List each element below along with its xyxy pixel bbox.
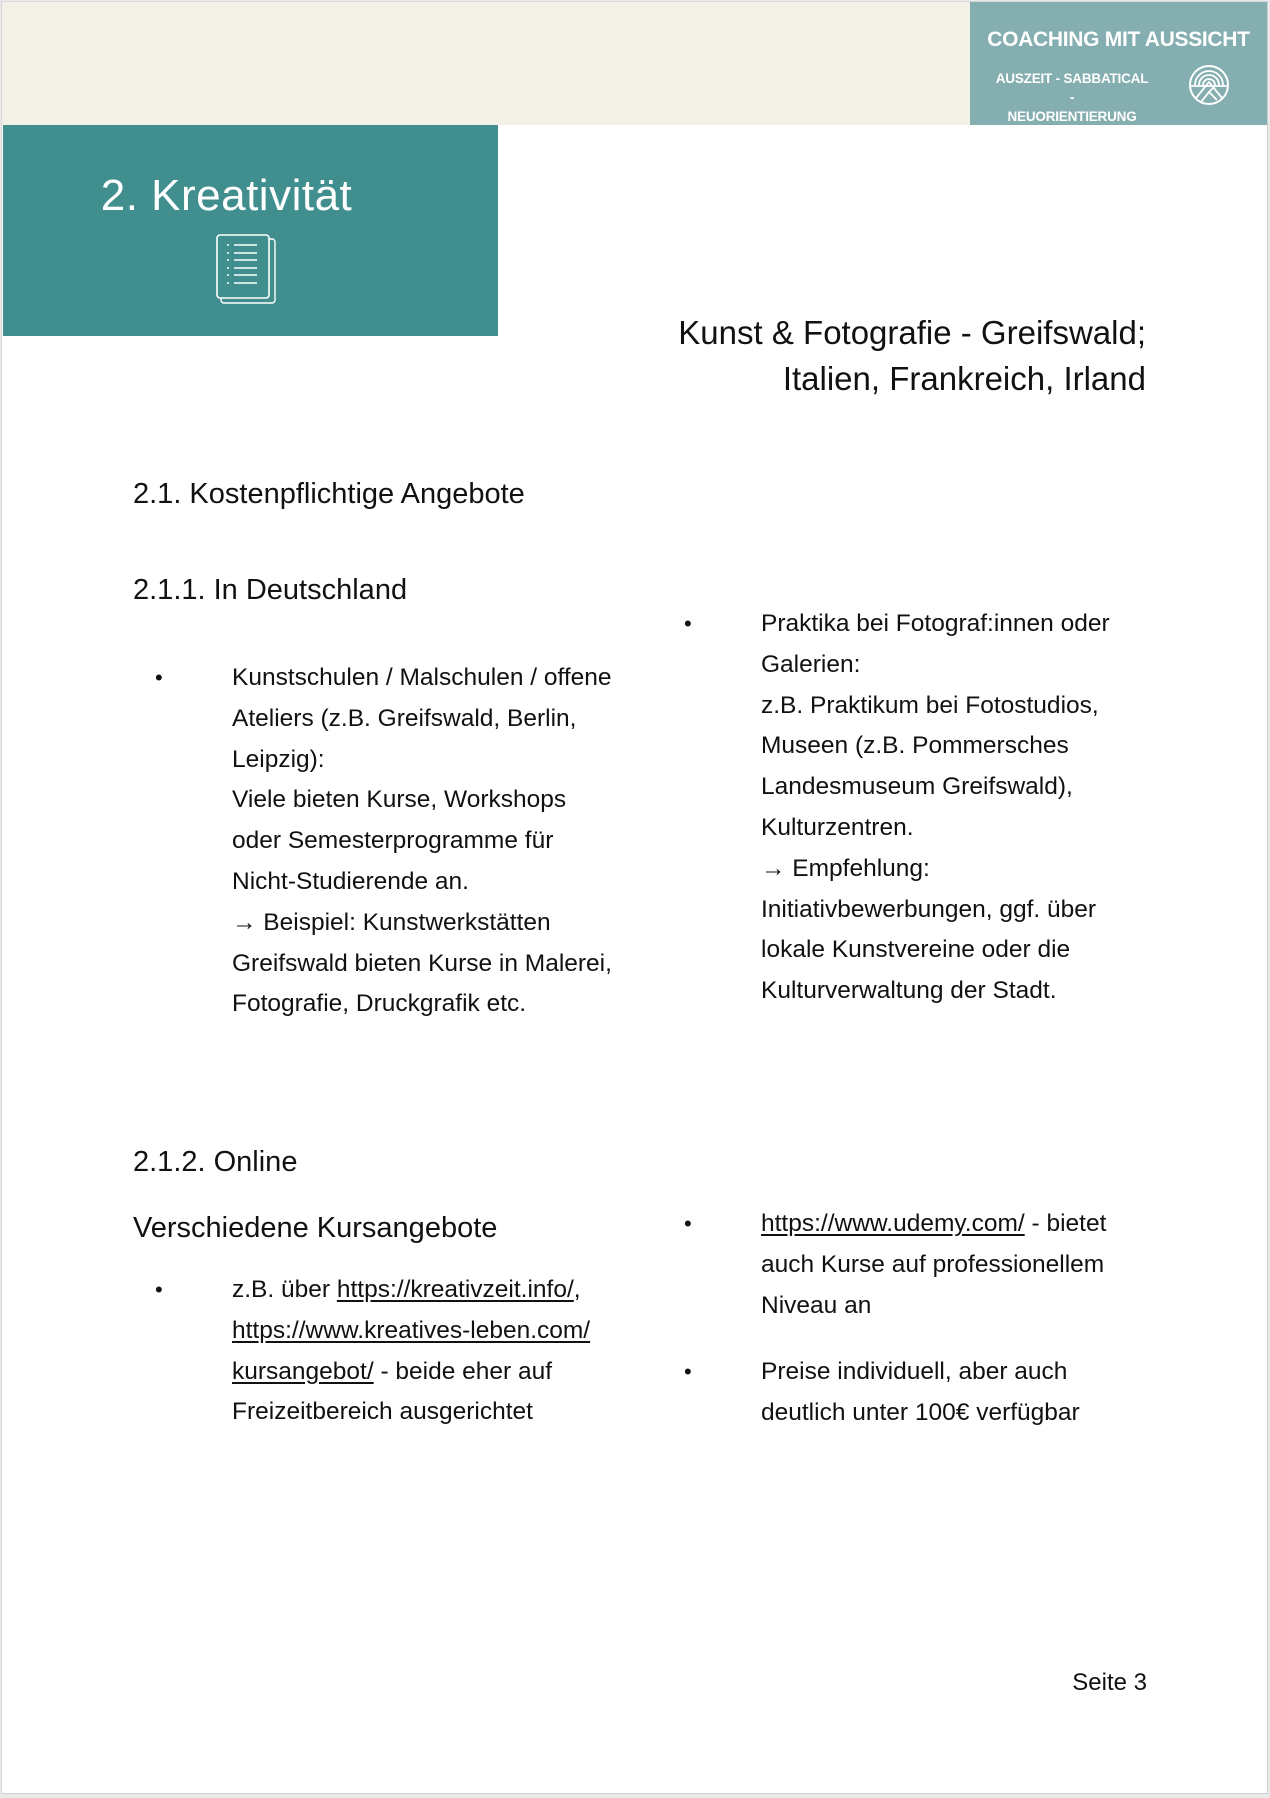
list-item: [684, 1352, 1164, 1434]
link-udemy[interactable]: https://www.udemy.com/: [761, 1210, 1025, 1237]
list-line: Niveau an: [761, 1291, 872, 1319]
list-line: Landesmuseum Greifswald),: [761, 773, 1073, 801]
section-subheading-online: Verschiedene Kursangebote: [133, 1212, 498, 1244]
list-line: Leipzig):: [232, 745, 325, 773]
brand-title: COACHING MIT AUSSICHT: [987, 28, 1250, 51]
list-line: Kunstschulen / Malschulen / offene: [232, 664, 612, 691]
list-item: [155, 1270, 635, 1433]
list-line: Preise individuell, aber auch: [761, 1358, 1068, 1386]
list-line: [761, 1204, 1164, 1245]
list-line: → Beispiel: Kunstwerkstätten: [232, 908, 551, 936]
chapter-title: 2. Kreativität: [100, 171, 353, 220]
list-line: Fotografie, Druckgrafik etc.: [232, 990, 527, 1018]
section-heading-online: 2.1.2. Online: [133, 1146, 298, 1178]
bullet-icon: •: [684, 1211, 692, 1236]
list-line: z.B. Praktikum bei Fotostudios,: [761, 691, 1099, 719]
list-line: Initiativbewerbungen, ggf. über: [761, 895, 1097, 923]
brand-subtitle-line: AUSZEIT - SABBATICAL -: [995, 71, 1149, 105]
sunrise-mountain-logo-icon: [1188, 64, 1230, 106]
list-line: [232, 1352, 635, 1393]
text: - beide eher auf: [373, 1357, 553, 1385]
list-line: Freizeitbereich ausgerichtet: [232, 1398, 533, 1426]
subtitle-line: Kunst & Fotografie - Greifswald;: [678, 314, 1146, 351]
link-kreatives-leben-cont[interactable]: kursangebot/: [232, 1357, 374, 1385]
list-line: [232, 1311, 635, 1352]
bullet-icon: •: [684, 1359, 692, 1385]
list-line: Viele bieten Kurse, Workshops: [232, 786, 567, 814]
list-item: [155, 658, 625, 1025]
list-line: [232, 1270, 635, 1311]
list-item: [684, 1204, 1164, 1326]
list-line: lokale Kunstvereine oder die: [761, 936, 1071, 964]
online-right-list: [684, 1204, 1164, 1434]
list-line: Nicht-Studierende an.: [232, 867, 469, 895]
online-left-list: [155, 1270, 635, 1433]
text: - bietet: [1024, 1210, 1107, 1237]
brand-subtitle-line: NEUORIENTIERUNG: [1007, 109, 1137, 124]
bullet-icon: •: [155, 1277, 163, 1302]
list-line: Praktika bei Fotograf:innen oder: [761, 610, 1110, 637]
list-line: Galerien:: [761, 650, 861, 678]
section-heading-germany: 2.1.1. In Deutschland: [133, 574, 408, 606]
brand-box: [970, 2, 1267, 125]
list-line: → Empfehlung:: [761, 854, 930, 882]
section-heading-paid: 2.1. Kostenpflichtige Angebote: [133, 478, 525, 510]
brand-subtitle: [992, 69, 1152, 126]
bullet-icon: •: [684, 611, 692, 636]
list-line: Greifswald bieten Kurse in Malerei,: [232, 949, 612, 977]
subtitle-line: Italien, Frankreich, Irland: [782, 360, 1146, 397]
link-kreativzeit[interactable]: https://kreativzeit.info/: [336, 1276, 574, 1303]
document-page: [1, 1, 1268, 1794]
germany-left-list: [155, 658, 625, 1025]
list-line: deutlich unter 100€ verfügbar: [761, 1399, 1080, 1427]
germany-right-list: [684, 604, 1164, 1012]
text: ,: [573, 1276, 581, 1303]
list-line: Kulturzentren.: [761, 813, 914, 841]
page-number: Seite 3: [1072, 1669, 1147, 1696]
chapter-header: [3, 125, 498, 336]
link-kreatives-leben[interactable]: https://www.kreatives-leben.com/: [232, 1316, 591, 1344]
list-item: [684, 604, 1164, 1012]
page-subtitle: [678, 310, 1146, 402]
list-line: Kulturverwaltung der Stadt.: [761, 977, 1057, 1005]
bullet-icon: •: [155, 665, 163, 690]
document-list-icon: [215, 233, 277, 305]
list-line: Museen (z.B. Pommersches: [761, 732, 1069, 760]
list-line: oder Semesterprogramme für: [232, 827, 554, 855]
list-line: auch Kurse auf professionellem: [761, 1250, 1105, 1278]
list-line: Ateliers (z.B. Greifswald, Berlin,: [232, 704, 577, 732]
text: z.B. über: [232, 1276, 337, 1303]
